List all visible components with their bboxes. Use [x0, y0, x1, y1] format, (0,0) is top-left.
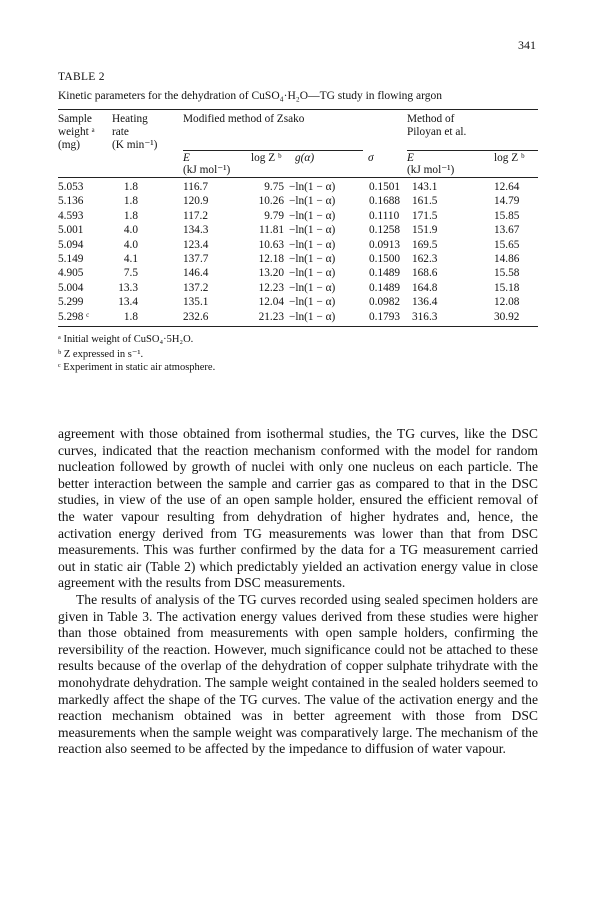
- cell-g-alpha: −ln(1 − α): [289, 224, 336, 237]
- cell-g-alpha: −ln(1 − α): [289, 253, 336, 265]
- cell-logz: 21.23: [258, 310, 284, 323]
- cell-logz: 9.79: [264, 209, 284, 222]
- cell-sample-weight: 5.094: [58, 238, 84, 251]
- header-e2-unit: (kJ mol⁻¹): [407, 164, 455, 176]
- body-paragraph-2: The results of analysis of the TG curves recorded using sealed specimen holders are given in Table 3. The activation energy values derived from these studies were higher than those obtained from measurements with open sample holders, confirming the reversibility of the reaction. However, much significance could not be attached to these results because of the overlap of the dehydration of copper sulphate trihydrate with the monohydrate dehydration. The sample weight contained in the sealed holders seemed to markedly affect the shape of the TG curves. The value of the activation energy and the reaction mechanism obtained was in better agreement with those from DSC measurements when the sample weight was comparatively large. The mechanism of the reaction also seemed to be affected by the impedance to diffusion of water vapour.: [58, 591, 538, 757]
- cell-sample-weight: 4.593: [58, 209, 84, 222]
- cell-logz: 11.81: [259, 224, 284, 237]
- cell-heating-rate: 7.5: [123, 267, 138, 280]
- cell-g-alpha: −ln(1 − α): [289, 195, 336, 208]
- header-sigma: σ: [368, 152, 374, 164]
- header-e: E: [183, 152, 190, 164]
- cell-heating-rate: 4.0: [123, 224, 138, 237]
- cell-e2: 316.3: [412, 310, 438, 323]
- header-piloyan-group: Method of: [407, 113, 455, 125]
- cell-heating-rate: 13.4: [118, 296, 138, 309]
- cell-e2: 169.5: [412, 238, 438, 251]
- table-header-rule: [58, 177, 538, 178]
- cell-sigma: 0.0982: [369, 296, 401, 309]
- cell-sigma: 0.1489: [369, 281, 401, 294]
- cell-sigma: 0.1500: [369, 253, 401, 265]
- cell-heating-rate: 4.1: [123, 253, 138, 265]
- header-piloyan-authors: Piloyan et al.: [407, 126, 467, 138]
- cell-e2: 161.5: [412, 195, 438, 208]
- cell-logz2: 13.67: [494, 224, 520, 237]
- cell-sample-weight: 5.004: [58, 281, 84, 294]
- header-heating: Heating: [112, 113, 148, 125]
- cell-e: 116.7: [183, 181, 208, 193]
- cell-e: 134.3: [183, 224, 209, 237]
- cell-sigma: 0.0913: [369, 238, 401, 251]
- page-number: 341: [518, 38, 536, 52]
- cell-e2: 151.9: [412, 224, 438, 237]
- cell-sigma: 0.1501: [369, 181, 401, 193]
- cell-e2: 162.3: [412, 253, 438, 265]
- cell-logz2: 15.85: [494, 209, 520, 222]
- cell-e: 232.6: [183, 310, 209, 323]
- header-logz: log Z ᵇ: [251, 152, 282, 164]
- cell-logz: 13.20: [258, 267, 284, 280]
- cell-e: 117.2: [183, 209, 208, 222]
- cell-sigma: 0.1110: [369, 209, 400, 222]
- cell-logz: 12.04: [258, 296, 284, 309]
- table-caption: Kinetic parameters for the dehydration of CuSO₄·H₂O—TG study in flowing argon: [58, 90, 443, 102]
- cell-logz: 10.63: [258, 238, 284, 251]
- cell-logz: 12.23: [258, 281, 284, 294]
- cell-logz2: 14.86: [494, 253, 520, 265]
- body-text: [58, 426, 538, 758]
- cell-logz2: 12.08: [494, 296, 520, 309]
- cell-e2: 164.8: [412, 281, 438, 294]
- cell-sample-weight: 5.136: [58, 195, 84, 208]
- cell-heating-rate: 1.8: [123, 310, 138, 323]
- header-e2: E: [407, 152, 414, 164]
- table-bottom-rule: [58, 326, 538, 327]
- cell-sigma: 0.1793: [369, 310, 401, 323]
- footnote-a: ᵃ Initial weight of CuSO₄·5H₂O.: [58, 334, 194, 345]
- piloyan-group-rule: [407, 150, 538, 151]
- body-paragraph-1: agreement with those obtained from isothermal studies, the TG curves, like the DSC curves, indicated that the reaction mechanism conformed with the model for random nucleation followed by growth of nuclei with only one nucleus on each particle. The better interaction between the sample and carrier gas as compared to that in the DSC studies, in view of the use of an open sample holder, ensured the efficient removal of the water vapour resulting from dehydration of higher hydrates and, hence, the activation energy derived from TG measurements was lower than that from DSC measurements. This was further confirmed by the data for a TG measurement carried out in static air (Table 2) which predictably yielded an activation energy value in close agreement with the results from DSC measurements.: [58, 426, 538, 591]
- cell-g-alpha: −ln(1 − α): [289, 310, 336, 323]
- cell-logz2: 15.65: [494, 238, 520, 251]
- cell-sample-weight: 5.001: [58, 224, 84, 237]
- cell-e2: 136.4: [412, 296, 438, 309]
- cell-g-alpha: −ln(1 − α): [289, 267, 336, 280]
- cell-e: 137.2: [183, 281, 209, 294]
- cell-sample-weight: 5.149: [58, 253, 84, 265]
- header-logz2: log Z ᵇ: [494, 152, 525, 164]
- cell-e: 137.7: [183, 253, 209, 265]
- cell-sample-weight: 5.053: [58, 181, 84, 193]
- zsako-group-rule: [183, 150, 363, 151]
- cell-g-alpha: −ln(1 − α): [289, 281, 336, 294]
- cell-logz2: 14.79: [494, 195, 520, 208]
- footnote-c: ᶜ Experiment in static air atmosphere.: [58, 362, 216, 373]
- cell-g-alpha: −ln(1 − α): [289, 209, 336, 222]
- table-label: TABLE 2: [58, 71, 105, 83]
- header-sample-weight: weight ᵃ: [58, 126, 95, 138]
- cell-heating-rate: 1.8: [123, 209, 138, 222]
- header-heating-rate: rate: [112, 126, 129, 138]
- cell-heating-rate: 4.0: [123, 238, 138, 251]
- cell-sample-weight: 5.298 ᶜ: [58, 310, 90, 323]
- cell-e: 120.9: [183, 195, 209, 208]
- cell-heating-rate: 1.8: [123, 181, 138, 193]
- cell-logz: 12.18: [258, 253, 284, 265]
- cell-heating-rate: 1.8: [123, 195, 138, 208]
- cell-e2: 171.5: [412, 209, 438, 222]
- cell-logz: 9.75: [264, 181, 284, 193]
- cell-g-alpha: −ln(1 − α): [289, 296, 336, 309]
- header-g-alpha: g(α): [295, 152, 315, 164]
- cell-g-alpha: −ln(1 − α): [289, 238, 336, 251]
- cell-sample-weight: 5.299: [58, 296, 84, 309]
- cell-heating-rate: 13.3: [118, 281, 138, 294]
- table-top-rule: [58, 109, 538, 110]
- cell-logz2: 15.58: [494, 267, 520, 280]
- header-e-unit: (kJ mol⁻¹): [183, 164, 231, 176]
- cell-logz: 10.26: [258, 195, 284, 208]
- cell-e: 123.4: [183, 238, 209, 251]
- cell-logz2: 12.64: [494, 181, 520, 193]
- cell-sigma: 0.1258: [369, 224, 401, 237]
- header-sample-unit: (mg): [58, 139, 80, 151]
- cell-sample-weight: 4.905: [58, 267, 84, 280]
- footnote-b: ᵇ Z expressed in s⁻¹.: [58, 349, 144, 360]
- cell-g-alpha: −ln(1 − α): [289, 181, 336, 193]
- cell-e: 135.1: [183, 296, 209, 309]
- header-sample: Sample: [58, 113, 92, 125]
- cell-e: 146.4: [183, 267, 209, 280]
- cell-e2: 143.1: [412, 181, 438, 193]
- cell-logz2: 15.18: [494, 281, 520, 294]
- cell-logz2: 30.92: [494, 310, 520, 323]
- header-heating-unit: (K min⁻¹): [112, 139, 158, 151]
- cell-e2: 168.6: [412, 267, 438, 280]
- cell-sigma: 0.1688: [369, 195, 401, 208]
- cell-sigma: 0.1489: [369, 267, 401, 280]
- header-zsako-group: Modified method of Zsako: [183, 113, 305, 125]
